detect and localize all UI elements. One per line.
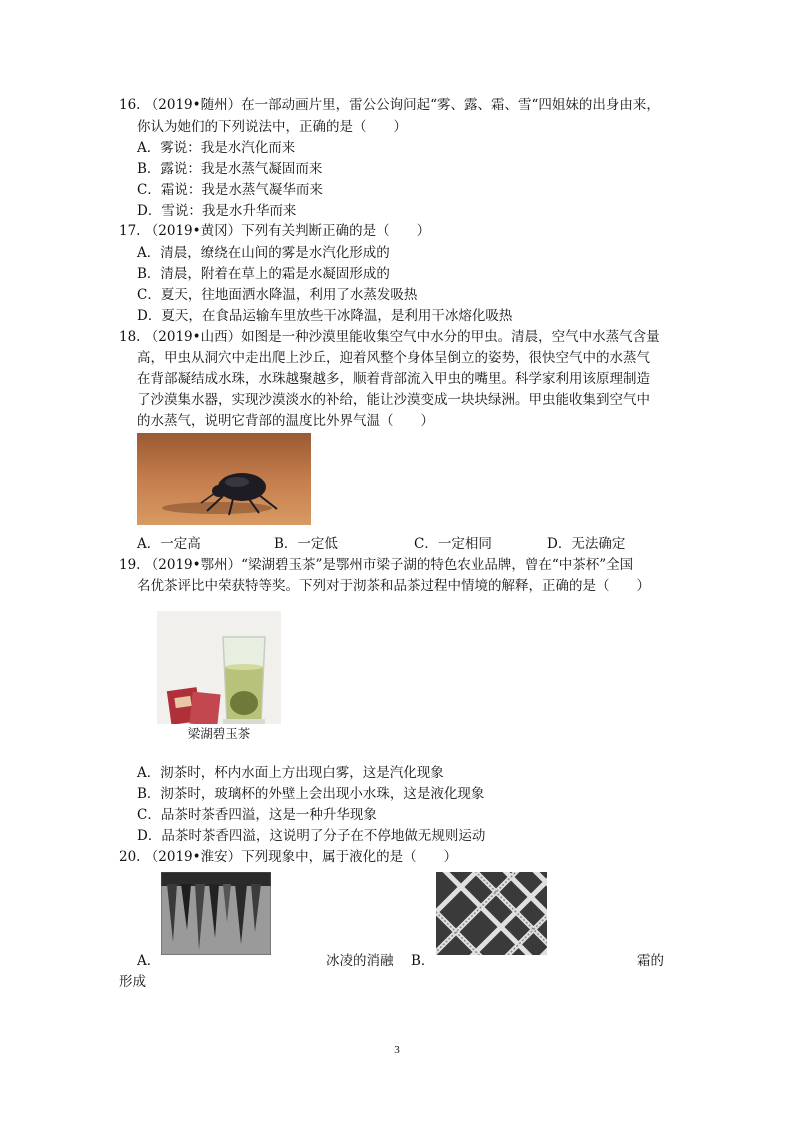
q18-stem-line3: 在背部凝结成水珠，水珠越聚越多，顺着背部流入甲虫的嘴里。科学家利用该原理制造 bbox=[137, 371, 650, 387]
q16-stem-line1: 16. （2019•随州）在一部动画片里，雷公公询问起“雾、露、霜、雪“四姐妹的出身由来， bbox=[119, 97, 660, 113]
frost-photo bbox=[436, 872, 547, 955]
q19-option-a: A．沏茶时，杯内水面上方出现白雾，这是汽化现象 bbox=[137, 765, 444, 781]
q19-stem-line1: 19. （2019•鄂州）“梁湖碧玉茶”是鄂州市梁子湖的特色农业品牌，曾在“中茶杯”全国 bbox=[119, 557, 634, 573]
q20-option-b-text-wrap: 形成 bbox=[119, 974, 146, 990]
q18-option-c: C．一定相同 bbox=[414, 536, 492, 552]
icicles-photo bbox=[161, 872, 271, 955]
q16-stem-line2: 你认为她们的下列说法中，正确的是（ ） bbox=[137, 119, 407, 135]
q16-option-b: B．露说：我是水蒸气凝固而来 bbox=[137, 161, 323, 177]
q17-stem: 17. （2019•黄冈）下列有关判断正确的是（ ） bbox=[119, 223, 431, 239]
q17-option-a: A．清晨，缭绕在山间的雾是水汽化形成的 bbox=[137, 245, 390, 261]
q17-option-c: C．夏天，往地面洒水降温，利用了水蒸发吸热 bbox=[137, 287, 418, 303]
q17-option-b: B．清晨，附着在草上的霜是水凝固形成的 bbox=[137, 266, 390, 282]
q19-option-d: D．品茶时茶香四溢，这说明了分子在不停地做无规则运动 bbox=[137, 828, 486, 844]
q20-stem: 20. （2019•淮安）下列现象中，属于液化的是（ ） bbox=[119, 849, 458, 865]
q18-stem-line5: 的水蒸气，说明它背部的温度比外界气温（ ） bbox=[137, 413, 434, 429]
q20-option-a-text: 冰凌的消融 bbox=[326, 953, 394, 969]
q18-option-d: D．无法确定 bbox=[547, 536, 626, 552]
q19-stem-line2: 名优茶评比中荣获特等奖。下列对于沏茶和品茶过程中情境的解释，正确的是（ ） bbox=[137, 578, 650, 594]
beetle-on-sand-photo bbox=[137, 433, 311, 525]
q17-option-d: D．夏天，在食品运输车里放些干冰降温，是利用干冰熔化吸热 bbox=[137, 308, 513, 324]
q18-stem-line4: 了沙漠集水器，实现沙漠淡水的补给，能让沙漠变成一块块绿洲。甲虫能收集到空气中 bbox=[137, 392, 650, 408]
tea-photo-caption: 梁湖碧玉茶 bbox=[157, 724, 281, 744]
q20-option-a-letter: A． bbox=[137, 953, 161, 969]
q16-option-c: C．霜说：我是水蒸气凝华而来 bbox=[137, 182, 323, 198]
q18-option-b: B．一定低 bbox=[274, 536, 338, 552]
q19-option-b: B．沏茶时，玻璃杯的外壁上会出现小水珠，这是液化现象 bbox=[137, 786, 485, 802]
q16-option-a: A．雾说：我是水汽化而来 bbox=[137, 140, 296, 156]
q18-option-a: A．一定高 bbox=[137, 536, 201, 552]
q20-option-b-text: 霜的 bbox=[637, 953, 664, 969]
page-number: 3 bbox=[394, 1044, 400, 1056]
tea-photo bbox=[157, 611, 281, 744]
q16-option-d: D．雪说：我是水升华而来 bbox=[137, 203, 297, 219]
q18-stem-line1: 18. （2019•山西）如图是一种沙漠里能收集空气中水分的甲虫。清晨，空气中水蒸气含量 bbox=[119, 329, 660, 345]
q20-option-b-letter: B． bbox=[411, 953, 435, 969]
q19-option-c: C．品茶时茶香四溢，这是一种升华现象 bbox=[137, 807, 377, 823]
q18-stem-line2: 高，甲虫从洞穴中走出爬上沙丘，迎着风整个身体呈倒立的姿势，很快空气中的水蒸气 bbox=[137, 350, 650, 366]
